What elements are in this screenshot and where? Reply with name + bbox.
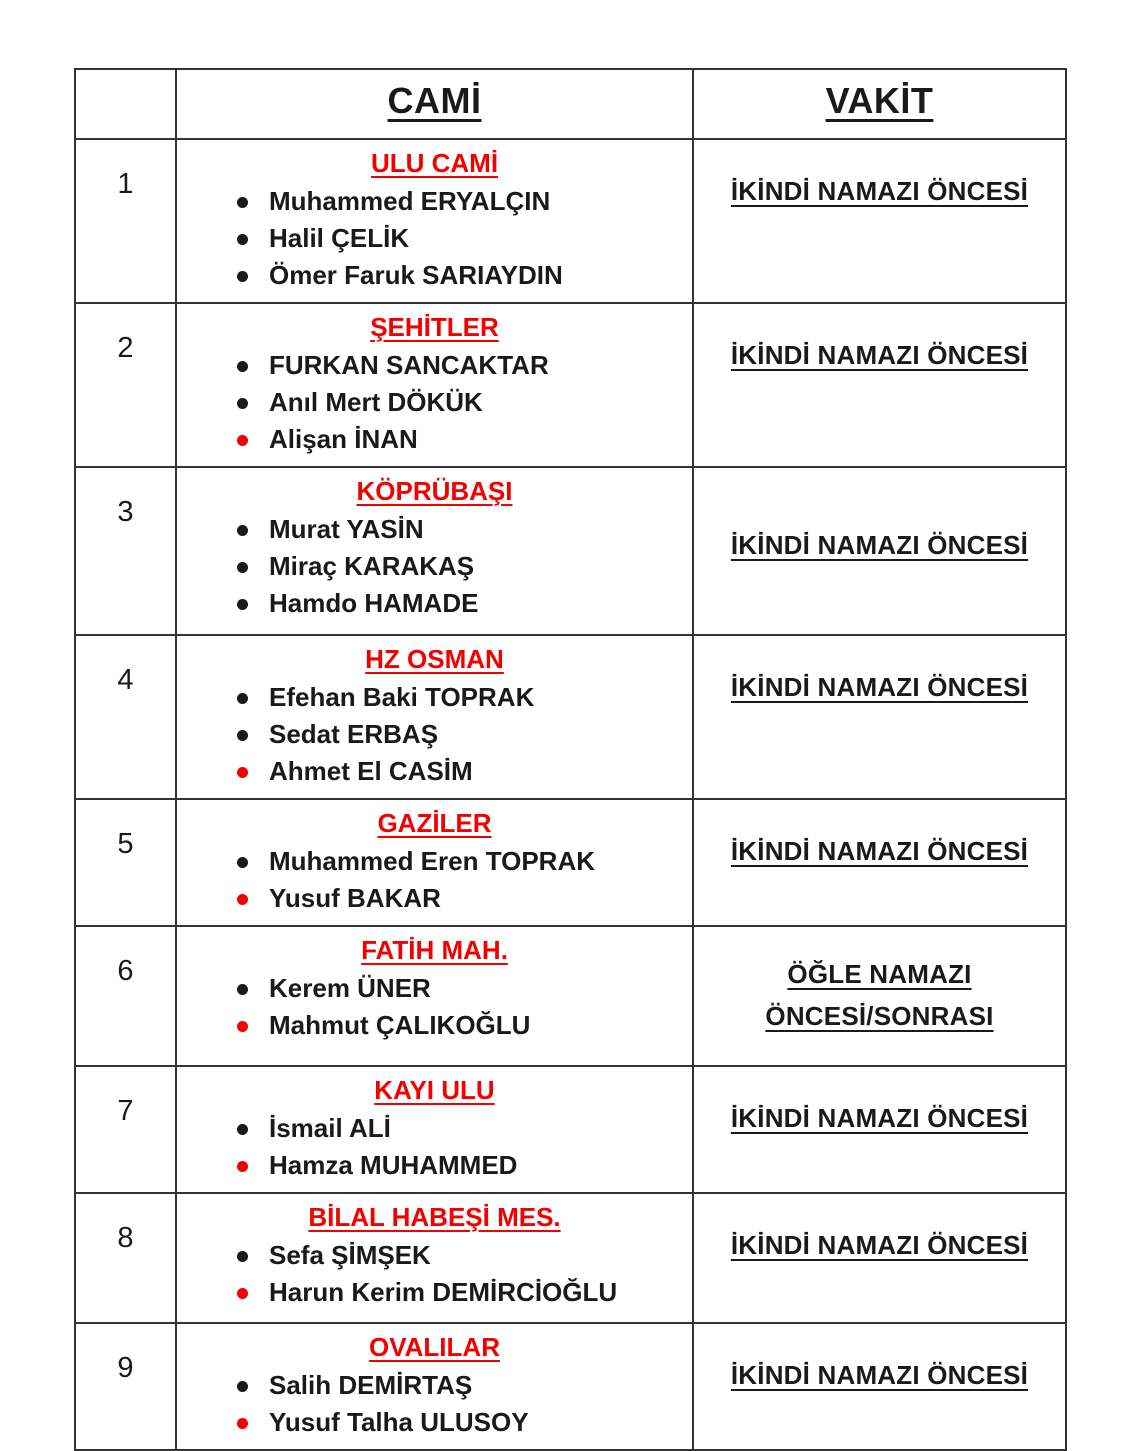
table-row (75, 635, 1066, 799)
vakit-cell (693, 1066, 1066, 1193)
row-number: 7 (75, 1066, 176, 1193)
mosque-cell (176, 635, 693, 799)
vakit-cell (693, 799, 1066, 926)
vakit-cell (693, 139, 1066, 303)
row-number: 5 (75, 799, 176, 926)
table-row (75, 1193, 1066, 1323)
mosque-name: OVALILAR (369, 1332, 500, 1362)
vakit-text: İKİNDİ NAMAZI ÖNCESİ (730, 1230, 1029, 1260)
member-item: Hamdo HAMADE (235, 585, 682, 622)
member-item: Ahmet El CASİM (235, 753, 682, 790)
duty-table (74, 68, 1067, 1451)
member-item: Miraç KARAKAŞ (235, 548, 682, 585)
mosque-name: FATİH MAH. (361, 935, 508, 965)
vakit-cell (693, 635, 1066, 799)
member-item: Alişan İNAN (235, 421, 682, 458)
member-item: Murat YASİN (235, 511, 682, 548)
member-item: Muhammed ERYALÇIN (235, 183, 682, 220)
vakit-text: İKİNDİ NAMAZI ÖNCESİ (730, 672, 1029, 702)
vakit-cell (693, 1323, 1066, 1450)
vakit-text: İKİNDİ NAMAZI ÖNCESİ (730, 340, 1029, 370)
member-item: Kerem ÜNER (235, 970, 682, 1007)
mosque-name: ULU CAMİ (370, 148, 499, 178)
row-number: 3 (75, 467, 176, 635)
mosque-cell (176, 926, 693, 1066)
mosque-cell (176, 799, 693, 926)
member-item: Yusuf Talha ULUSOY (235, 1404, 682, 1441)
vakit-cell (693, 467, 1066, 635)
vakit-text: İKİNDİ NAMAZI ÖNCESİ (730, 530, 1029, 560)
header-cell-number (75, 69, 176, 139)
row-number: 6 (75, 926, 176, 1066)
vakit-text: İKİNDİ NAMAZI ÖNCESİ (730, 836, 1029, 866)
member-list (187, 843, 682, 917)
table-row (75, 139, 1066, 303)
mosque-cell (176, 1323, 693, 1450)
mosque-name: ŞEHİTLER (370, 312, 499, 342)
header-cell-vakit (693, 69, 1066, 139)
member-list (187, 511, 682, 622)
mosque-name: KÖPRÜBAŞI (356, 476, 513, 506)
row-number: 1 (75, 139, 176, 303)
member-item: Mahmut ÇALIKOĞLU (235, 1007, 682, 1044)
mosque-name: HZ OSMAN (365, 644, 504, 674)
mosque-cell (176, 1193, 693, 1323)
vakit-cell (693, 1193, 1066, 1323)
row-number: 4 (75, 635, 176, 799)
member-item: Sedat ERBAŞ (235, 716, 682, 753)
vakit-text: İKİNDİ NAMAZI ÖNCESİ (730, 1360, 1029, 1390)
cami-header-label: CAMİ (387, 80, 482, 121)
vakit-cell (693, 303, 1066, 467)
member-item: Ömer Faruk SARIAYDIN (235, 257, 682, 294)
row-number: 8 (75, 1193, 176, 1323)
mosque-cell (176, 139, 693, 303)
member-item: İsmail ALİ (235, 1110, 682, 1147)
vakit-cell (693, 926, 1066, 1066)
mosque-cell (176, 303, 693, 467)
header-row (75, 69, 1066, 139)
table-row (75, 1323, 1066, 1450)
member-item: Efehan Baki TOPRAK (235, 679, 682, 716)
member-item: Muhammed Eren TOPRAK (235, 843, 682, 880)
mosque-name: KAYI ULU (374, 1075, 495, 1105)
mosque-cell (176, 467, 693, 635)
row-number: 9 (75, 1323, 176, 1450)
table-row (75, 303, 1066, 467)
member-list (187, 1110, 682, 1184)
vakit-text: ÖĞLE NAMAZI (787, 959, 972, 989)
member-item: Hamza MUHAMMED (235, 1147, 682, 1184)
member-list (187, 183, 682, 294)
header-cell-cami (176, 69, 693, 139)
member-item: Sefa ŞİMŞEK (235, 1237, 682, 1274)
table-row (75, 1066, 1066, 1193)
table-body (75, 139, 1066, 1450)
mosque-name: GAZİLER (377, 808, 492, 838)
vakit-text: ÖNCESİ/SONRASI (765, 1001, 994, 1031)
member-item: Salih DEMİRTAŞ (235, 1367, 682, 1404)
member-list (187, 1367, 682, 1441)
member-list (187, 1237, 682, 1311)
member-item: Halil ÇELİK (235, 220, 682, 257)
member-item: FURKAN SANCAKTAR (235, 347, 682, 384)
member-item: Harun Kerim DEMİRCİOĞLU (235, 1274, 682, 1311)
vakit-text: İKİNDİ NAMAZI ÖNCESİ (730, 1103, 1029, 1133)
vakit-text: İKİNDİ NAMAZI ÖNCESİ (730, 176, 1029, 206)
member-list (187, 347, 682, 458)
member-list (187, 970, 682, 1044)
member-item: Yusuf BAKAR (235, 880, 682, 917)
member-list (187, 679, 682, 790)
table-row (75, 467, 1066, 635)
row-number: 2 (75, 303, 176, 467)
mosque-cell (176, 1066, 693, 1193)
vakit-header-label: VAKİT (825, 80, 934, 121)
table-row (75, 799, 1066, 926)
table-row (75, 926, 1066, 1066)
member-item: Anıl Mert DÖKÜK (235, 384, 682, 421)
mosque-name: BİLAL HABEŞİ MES. (308, 1202, 561, 1232)
